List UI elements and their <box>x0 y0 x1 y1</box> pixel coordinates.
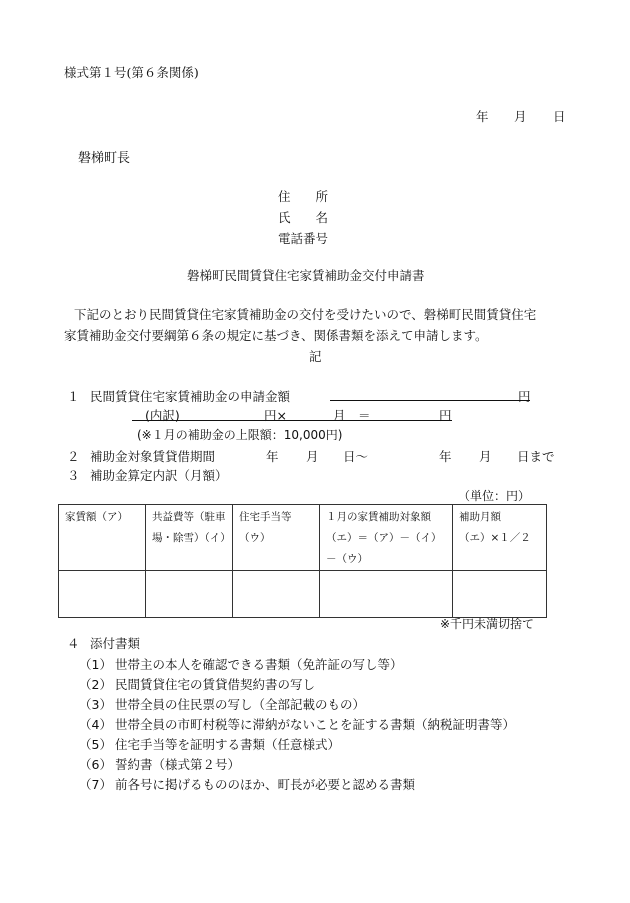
period-from-month: 月 <box>306 449 319 464</box>
intro-line-2: 家賃補助金交付要綱第６条の規定に基づき、関係書類を添えて申請します。 <box>64 328 488 343</box>
section4-label: 添付書類 <box>90 636 141 651</box>
section2-number: ２ <box>67 449 80 464</box>
col-rent-line: 家賃額（ア） <box>65 511 128 523</box>
requested-amount-unit: 円 <box>518 389 531 404</box>
rounding-note: ※千円未満切捨て <box>440 617 535 631</box>
attachment-text: 世帯主の本人を確認できる書類（免許証の写し等） <box>115 657 403 672</box>
col-housing-allowance <box>233 505 320 571</box>
breakdown-month-eq: 月 ＝ <box>333 408 371 423</box>
col-housing-allowance-line-1: 住宅手当等 <box>239 511 292 523</box>
attachment-num: （3） <box>79 697 112 712</box>
col-housing-allowance-line-2: （ウ） <box>239 532 271 544</box>
col-subsidy-base <box>320 505 453 571</box>
section1-number: １ <box>67 389 80 404</box>
col-subsidy-base-line-2: （エ）＝（ア）－（イ） <box>326 532 442 544</box>
form-number: 様式第１号(第６条関係) <box>64 65 199 80</box>
period-from-year: 年 <box>266 449 279 464</box>
intro-line-1: 下記のとおり民間賃貸住宅家賃補助金の交付を受けたいので、磐梯町民間賃貸住宅 <box>74 307 537 322</box>
limit-note: (※１月の補助金の上限額：10,000円) <box>137 428 343 442</box>
date-day: 日 <box>553 109 566 124</box>
subsidy-base-cell[interactable] <box>320 571 453 618</box>
attachment-text: 前各号に掲げるもののほか、町長が必要と認める書類 <box>115 777 416 792</box>
breakdown-yen-times: 円× <box>264 408 287 423</box>
attachment-num: （7） <box>79 777 112 792</box>
attachment-text: 誓約書（様式第２号） <box>115 757 241 772</box>
breakdown-line <box>132 420 452 421</box>
attachment-text: 住宅手当等を証明する書類（任意様式） <box>115 737 341 752</box>
monthly-subsidy-cell[interactable] <box>453 571 547 618</box>
date-year: 年 <box>476 109 489 124</box>
attachment-text: 世帯全員の住民票の写し（全部記載のもの） <box>115 697 366 712</box>
attachment-num: （1） <box>79 657 112 672</box>
rent-amount-cell[interactable] <box>59 571 146 618</box>
applicant-phone-label: 電話番号 <box>278 231 329 246</box>
housing-allowance-cell[interactable] <box>233 571 320 618</box>
applicant-address-label: 住 所 <box>278 189 329 204</box>
col-subsidy-base-line-3: －（ウ） <box>326 553 368 565</box>
period-from-day: 日〜 <box>343 449 369 464</box>
period-to-day: 日まで <box>517 449 555 464</box>
ki-label: 記 <box>309 349 322 364</box>
attachment-num: （2） <box>79 677 112 692</box>
unit-note: （単位：円） <box>458 489 531 503</box>
attachment-num: （6） <box>79 757 112 772</box>
common-fees-cell[interactable] <box>146 571 233 618</box>
requested-amount-line <box>330 400 530 401</box>
attachment-text: 民間賃貸住宅の賃貸借契約書の写し <box>115 677 316 692</box>
col-common-fees <box>146 505 233 571</box>
section4-number: ４ <box>67 636 80 651</box>
period-to-year: 年 <box>439 449 452 464</box>
col-subsidy-base-line-1: １月の家賃補助対象額 <box>326 511 431 523</box>
date-month: 月 <box>514 109 527 124</box>
form-title: 磐梯町民間賃貸住宅家賃補助金交付申請書 <box>187 268 425 283</box>
attachment-num: （5） <box>79 737 112 752</box>
section3-label: 補助金算定内訳（月額） <box>90 468 228 483</box>
attachment-text: 世帯全員の市町村税等に滞納がないことを証する書類（納税証明書等） <box>115 717 516 732</box>
col-common-fees-line-1: 共益費等（駐車 <box>152 511 226 523</box>
breakdown-yen: 円 <box>439 408 452 423</box>
breakdown-label: (内訳) <box>145 408 180 423</box>
section2-label: 補助金対象賃貸借期間 <box>90 449 216 464</box>
col-monthly-subsidy-line-1: 補助月額 <box>459 511 501 523</box>
addressee: 磐梯町長 <box>78 151 131 166</box>
col-rent <box>59 505 146 571</box>
section3-number: ３ <box>67 468 80 483</box>
col-monthly-subsidy <box>453 505 547 571</box>
applicant-name-label: 氏 名 <box>278 210 329 225</box>
period-to-month: 月 <box>479 449 492 464</box>
col-common-fees-line-2: 場・除雪）（イ） <box>152 532 231 544</box>
attachment-num: （4） <box>79 717 112 732</box>
calculation-table-input-row <box>59 571 547 618</box>
calculation-table <box>58 504 547 618</box>
calculation-table-header <box>59 505 547 571</box>
section1-label: 民間賃貸住宅家賃補助金の申請金額 <box>90 389 291 404</box>
col-monthly-subsidy-line-2: （エ）×１／２ <box>459 532 531 544</box>
